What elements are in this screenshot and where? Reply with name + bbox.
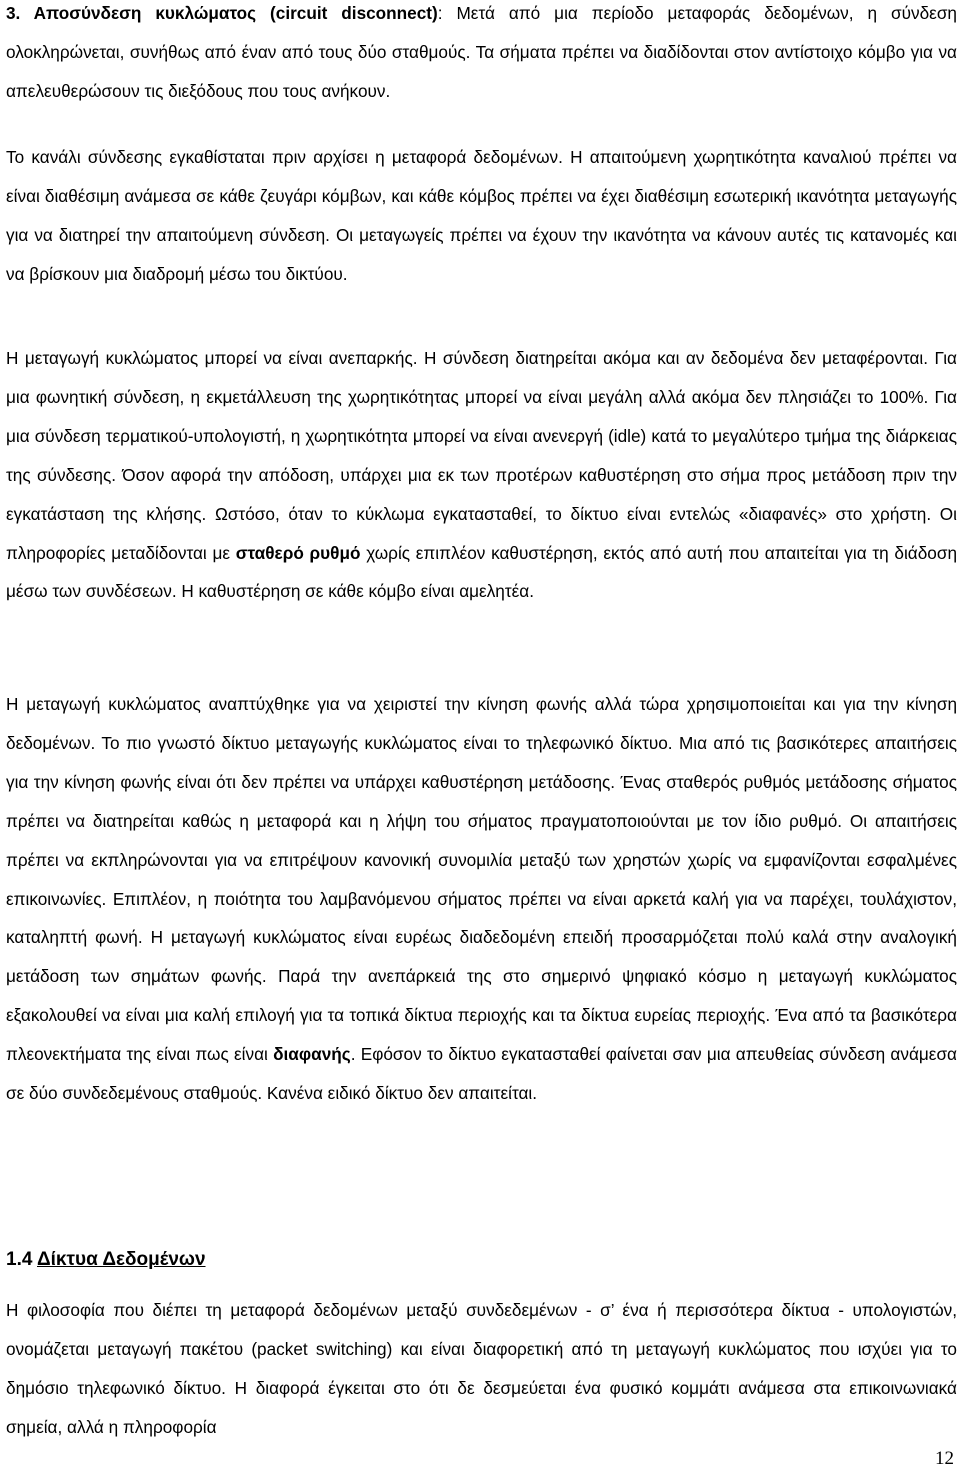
paragraph-packet-switching: Η φιλοσοφία που διέπει τη μεταφορά δεδομένων μεταξύ συνδεδεμένων - σ’ ένα ή περισσότερα δίκτυα - υπολογιστών, ονομάζεται μεταγωγή πακέτου (packet switching) και είναι διαφορετική από τη μεταγωγή κυκλώματος που ισχύει για το δημόσιο τηλεφωνικό δίκτυο. Η διαφορά έγκειται στο ότι δε δεσμεύεται ένα φυσικό κομμάτι ανάμεσα στα επικοινωνιακά σημεία, αλλά η πληροφορία bbox=[6, 1300, 957, 1437]
paragraph-circuit-inefficiency bbox=[6, 339, 957, 611]
section-title: Δίκτυα Δεδομένων bbox=[37, 1249, 206, 1270]
paragraph-text: . Εφόσον το δίκτυο εγκατασταθεί φαίνεται σαν μια απευθείας σύνδεση ανάμεσα σε δύο συνδεδεμένους σταθμούς. Κανένα ειδικό δίκτυο δεν απαιτείται. bbox=[6, 1044, 957, 1104]
paragraph-circuit-disconnect bbox=[6, 0, 957, 111]
paragraph-voice-traffic bbox=[6, 685, 957, 1113]
page-number: 12 bbox=[935, 1448, 954, 1469]
paragraph-text: χωρίς επιπλέον καθυστέρηση, εκτός από αυτή που απαιτείται για τη διάδοση μέσω των συνδέσεων. Η καθυστέρηση σε κάθε κόμβο είναι αμελητέα. bbox=[6, 542, 958, 602]
section-number: 1.4 bbox=[6, 1249, 37, 1270]
paragraph-text: : Μετά από μια περίοδο μεταφοράς δεδομένων, η σύνδεση ολοκληρώνεται, συνήθως από έναν από τους δύο σταθμούς. Τα σήματα πρέπει να διαδίδονται στον αντίστοιχο κόμβο για να απελευθερώσουν τις διεξόδους που τους ανήκουν. bbox=[6, 3, 957, 101]
paragraph-text: Η μεταγωγή κυκλώματος μπορεί να είναι ανεπαρκής. Η σύνδεση διατηρείται ακόμα και αν δεδομένα δεν μεταφέρονται. Για μια φωνητική σύνδεση, η εκμετάλλευση της χωρητικότητας μπορεί να είναι μεγάλη αλλά ακόμα δεν πλησιάζει το 100%. Για μια σύνδεση τερματικού-υπολογιστή, η χωρητικότητα μπορεί να είναι ανενεργή (idle) κατά το μεγαλύτερο τμήμα της διάρκειας της σύνδεσης. Όσον αφορά την απόδοση, υπάρχει μια εκ των προτέρων καθυστέρηση στο σήμα προς μετάδοση πριν την εγκατάσταση της κλήσης. Ωστόσο, όταν το κύκλωμα εγκατασταθεί, το δίκτυο είναι εντελώς «διαφανές» στο χρήστη. Οι πληροφορίες μεταδίδονται με bbox=[6, 348, 957, 563]
bold-term: διαφανής bbox=[273, 1044, 351, 1065]
list-item-heading: 3. Αποσύνδεση κυκλώματος (circuit disconnect) bbox=[6, 3, 438, 23]
bold-term: σταθερό ρυθμό bbox=[235, 542, 361, 563]
section-heading bbox=[6, 1241, 206, 1279]
paragraph-channel-setup: Το κανάλι σύνδεσης εγκαθίσταται πριν αρχίσει η μεταφορά δεδομένων. Η απαιτούμενη χωρητικότητα καναλιού πρέπει να είναι διαθέσιμη ανάμεσα σε κάθε ζευγάρι κόμβων, και κάθε κόμβος πρέπει να έχει διαθέσιμη εσωτερική ικανότητα μεταγωγής για να διατηρεί την απαιτούμενη σύνδεση. Οι μεταγωγείς πρέπει να έχουν την ικανότητα να κάνουν αυτές τις κατανομές και να βρίσκουν μια διαδρομή μέσω του δικτύου. bbox=[6, 147, 957, 284]
paragraph-text: Η μεταγωγή κυκλώματος αναπτύχθηκε για να χειριστεί την κίνηση φωνής αλλά τώρα χρησιμοποιείται και για την κίνηση δεδομένων. Το πιο γνωστό δίκτυο μεταγωγής κυκλώματος είναι το τηλεφωνικό δίκτυο. Μια από τις βασικότερες απαιτήσεις για την κίνηση φωνής είναι ότι δεν πρέπει να υπάρχει καθυστέρηση μετάδοσης. Ένας σταθερός ρυθμός μετάδοσης σήματος πρέπει να διατηρείται καθώς η μεταφορά και η λήψη του σήματος πραγματοποιούνται με τον ίδιο ρυθμό. Οι απαιτήσεις πρέπει να εκπληρώνονται για να επιτρέψουν κανονική συνομιλία μεταξύ των χρηστών χωρίς να εμφανίζονται εσφαλμένες επικοινωνίες. Επιπλέον, η ποιότητα του λαμβανόμενου σήματος πρέπει να είναι αρκετά καλή για να παρέχει, τουλάχιστον, καταληπτή φωνή. Η μεταγωγή κυκλώματος είναι ευρέως διαδεδομένη επειδή προσαρμόζεται πολύ καλά στην αναλογική μετάδοση των σημάτων φωνής. Παρά την ανεπάρκειά της στο σημερινό ψηφιακό κόσμο η μεταγωγή κυκλώματος εξακολουθεί να είναι μια καλή επιλογή για τα τοπικά δίκτυα περιοχής και τα δίκτυα ευρείας περιοχής. Ένα από τα βασικότερα πλεονεκτήματα της είναι πως είναι bbox=[6, 694, 957, 1065]
